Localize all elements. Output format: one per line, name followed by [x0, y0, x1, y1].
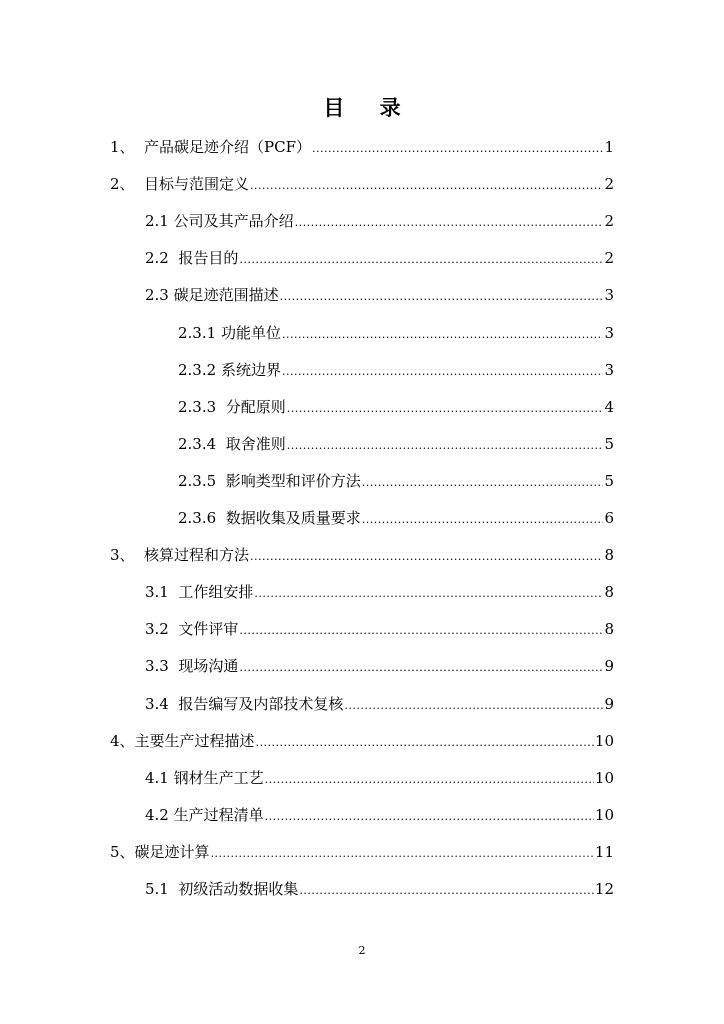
toc-entry-title: 核算过程和方法	[144, 546, 250, 564]
toc-entry-title: 数据收集及质量要求	[225, 509, 361, 527]
toc-entry-title: 文件评审	[178, 620, 239, 638]
toc-entry[interactable]	[178, 397, 614, 419]
toc-dot-leader	[265, 770, 594, 790]
toc-entry-page: 10	[594, 806, 614, 824]
toc-dot-leader	[265, 807, 594, 827]
toc-entry[interactable]	[145, 285, 614, 307]
toc-entry[interactable]	[178, 323, 614, 345]
toc-entry-title: 功能单位	[220, 324, 281, 342]
toc-entry[interactable]	[178, 360, 614, 382]
toc-entry-page: 2	[604, 175, 614, 193]
toc-entry-number: 3.1	[145, 583, 179, 601]
toc-entry-number: 2.3.4	[178, 435, 226, 453]
toc-entry[interactable]	[178, 471, 614, 493]
toc-entry[interactable]	[110, 174, 614, 196]
toc-entry-title: 生产过程清单	[173, 806, 264, 824]
toc-dot-leader	[282, 325, 604, 345]
toc-dot-leader	[344, 696, 603, 716]
toc-entry-title: 碳足迹计算	[134, 843, 210, 861]
toc-entry[interactable]	[145, 248, 614, 270]
toc-entry-number: 4、	[110, 732, 135, 750]
toc-dot-leader	[362, 510, 604, 530]
toc-dot-leader	[295, 213, 604, 233]
toc-dot-leader	[280, 287, 604, 307]
toc-dot-leader	[211, 844, 594, 864]
toc-entry-page: 3	[604, 286, 614, 304]
toc-entry[interactable]	[145, 211, 614, 233]
toc-entry-title: 现场沟通	[178, 657, 239, 675]
toc-entry[interactable]	[145, 582, 614, 604]
toc-entry-number: 3.4	[145, 695, 179, 713]
toc-entry-number: 2.3.3	[178, 398, 226, 416]
toc-entry-page: 4	[604, 398, 614, 416]
toc-entry[interactable]	[145, 656, 614, 678]
toc-entry-title: 钢材生产工艺	[173, 769, 264, 787]
toc-entry-page: 10	[594, 769, 614, 787]
toc-entry-title: 取舍准则	[225, 435, 286, 453]
toc-entry-title: 报告编写及内部技术复核	[178, 695, 344, 713]
toc-entry[interactable]	[178, 434, 614, 456]
toc-entry[interactable]	[110, 137, 614, 159]
toc-entry-title: 系统边界	[220, 361, 281, 379]
toc-entry-title: 影响类型和评价方法	[225, 472, 361, 490]
toc-entry-number: 2.1	[145, 212, 174, 230]
page-number: 2	[358, 944, 366, 957]
toc-entry-page: 11	[594, 843, 614, 861]
toc-dot-leader	[239, 658, 603, 678]
toc-entry[interactable]	[110, 731, 614, 753]
toc-entry-title: 公司及其产品介绍	[173, 212, 294, 230]
toc-dot-leader	[312, 139, 603, 159]
toc-entry[interactable]	[110, 545, 614, 567]
toc-dot-leader	[362, 473, 604, 493]
toc-entry-title: 工作组安排	[178, 583, 254, 601]
toc-entry-number: 2.3.2	[178, 361, 221, 379]
toc-dot-leader	[256, 733, 594, 753]
toc-dot-leader	[287, 436, 604, 456]
toc-entry-title: 主要生产过程描述	[134, 732, 255, 750]
toc-entry-page: 6	[604, 509, 614, 527]
toc-entry-page: 8	[604, 620, 614, 638]
toc-entry-page: 12	[594, 880, 614, 898]
toc-entry-number: 2.3.6	[178, 509, 226, 527]
toc-entry-page: 2	[604, 249, 614, 267]
toc-dot-leader	[254, 584, 603, 604]
toc-entry-number: 2、	[110, 175, 135, 193]
toc-entry[interactable]	[145, 805, 614, 827]
toc-entry-title: 目标与范围定义	[144, 175, 250, 193]
toc-entry-number: 3、	[110, 546, 135, 564]
toc-entry-title: 报告目的	[178, 249, 239, 267]
toc-entry-page: 1	[604, 138, 614, 156]
toc-dot-leader	[250, 176, 603, 196]
toc-entry-title: 产品碳足迹介绍（PCF）	[144, 138, 311, 156]
toc-entry[interactable]	[145, 694, 614, 716]
toc-entry-number: 5、	[110, 843, 135, 861]
toc-entry-title: 初级活动数据收集	[178, 880, 299, 898]
toc-entry-number: 3.3	[145, 657, 179, 675]
toc-dot-leader	[239, 250, 603, 270]
toc-entry-number: 3.2	[145, 620, 179, 638]
toc-entry-page: 9	[604, 657, 614, 675]
toc-entry-number: 5.1	[145, 880, 179, 898]
toc-entry-page: 2	[604, 212, 614, 230]
toc-entry-title: 碳足迹范围描述	[173, 286, 279, 304]
toc-entry-page: 10	[594, 732, 614, 750]
toc-entry-number: 1、	[110, 138, 135, 156]
toc-entry-number: 2.3.1	[178, 324, 221, 342]
toc-entry-page: 8	[604, 583, 614, 601]
toc-entry-number: 4.2	[145, 806, 174, 824]
toc-entry-page: 3	[604, 324, 614, 342]
toc-entry[interactable]	[110, 842, 614, 864]
toc-dot-leader	[282, 362, 604, 382]
toc-entry-number: 4.1	[145, 769, 174, 787]
toc-entry-page: 5	[604, 472, 614, 490]
toc-entry-title: 分配原则	[225, 398, 286, 416]
toc-dot-leader	[287, 399, 604, 419]
toc-entry[interactable]	[178, 508, 614, 530]
toc-title: 目 录	[323, 95, 415, 120]
toc-dot-leader	[299, 881, 593, 901]
toc-entry-number: 2.3.5	[178, 472, 226, 490]
toc-entry-page: 3	[604, 361, 614, 379]
toc-entry-page: 9	[604, 695, 614, 713]
toc-entry[interactable]	[145, 619, 614, 641]
toc-entry-page: 5	[604, 435, 614, 453]
toc-dot-leader	[250, 547, 603, 567]
toc-dot-leader	[239, 621, 603, 641]
toc-entry[interactable]	[145, 879, 614, 901]
toc-entry[interactable]	[145, 768, 614, 790]
toc-entry-number: 2.2	[145, 249, 179, 267]
toc-entry-page: 8	[604, 546, 614, 564]
toc-entry-number: 2.3	[145, 286, 174, 304]
